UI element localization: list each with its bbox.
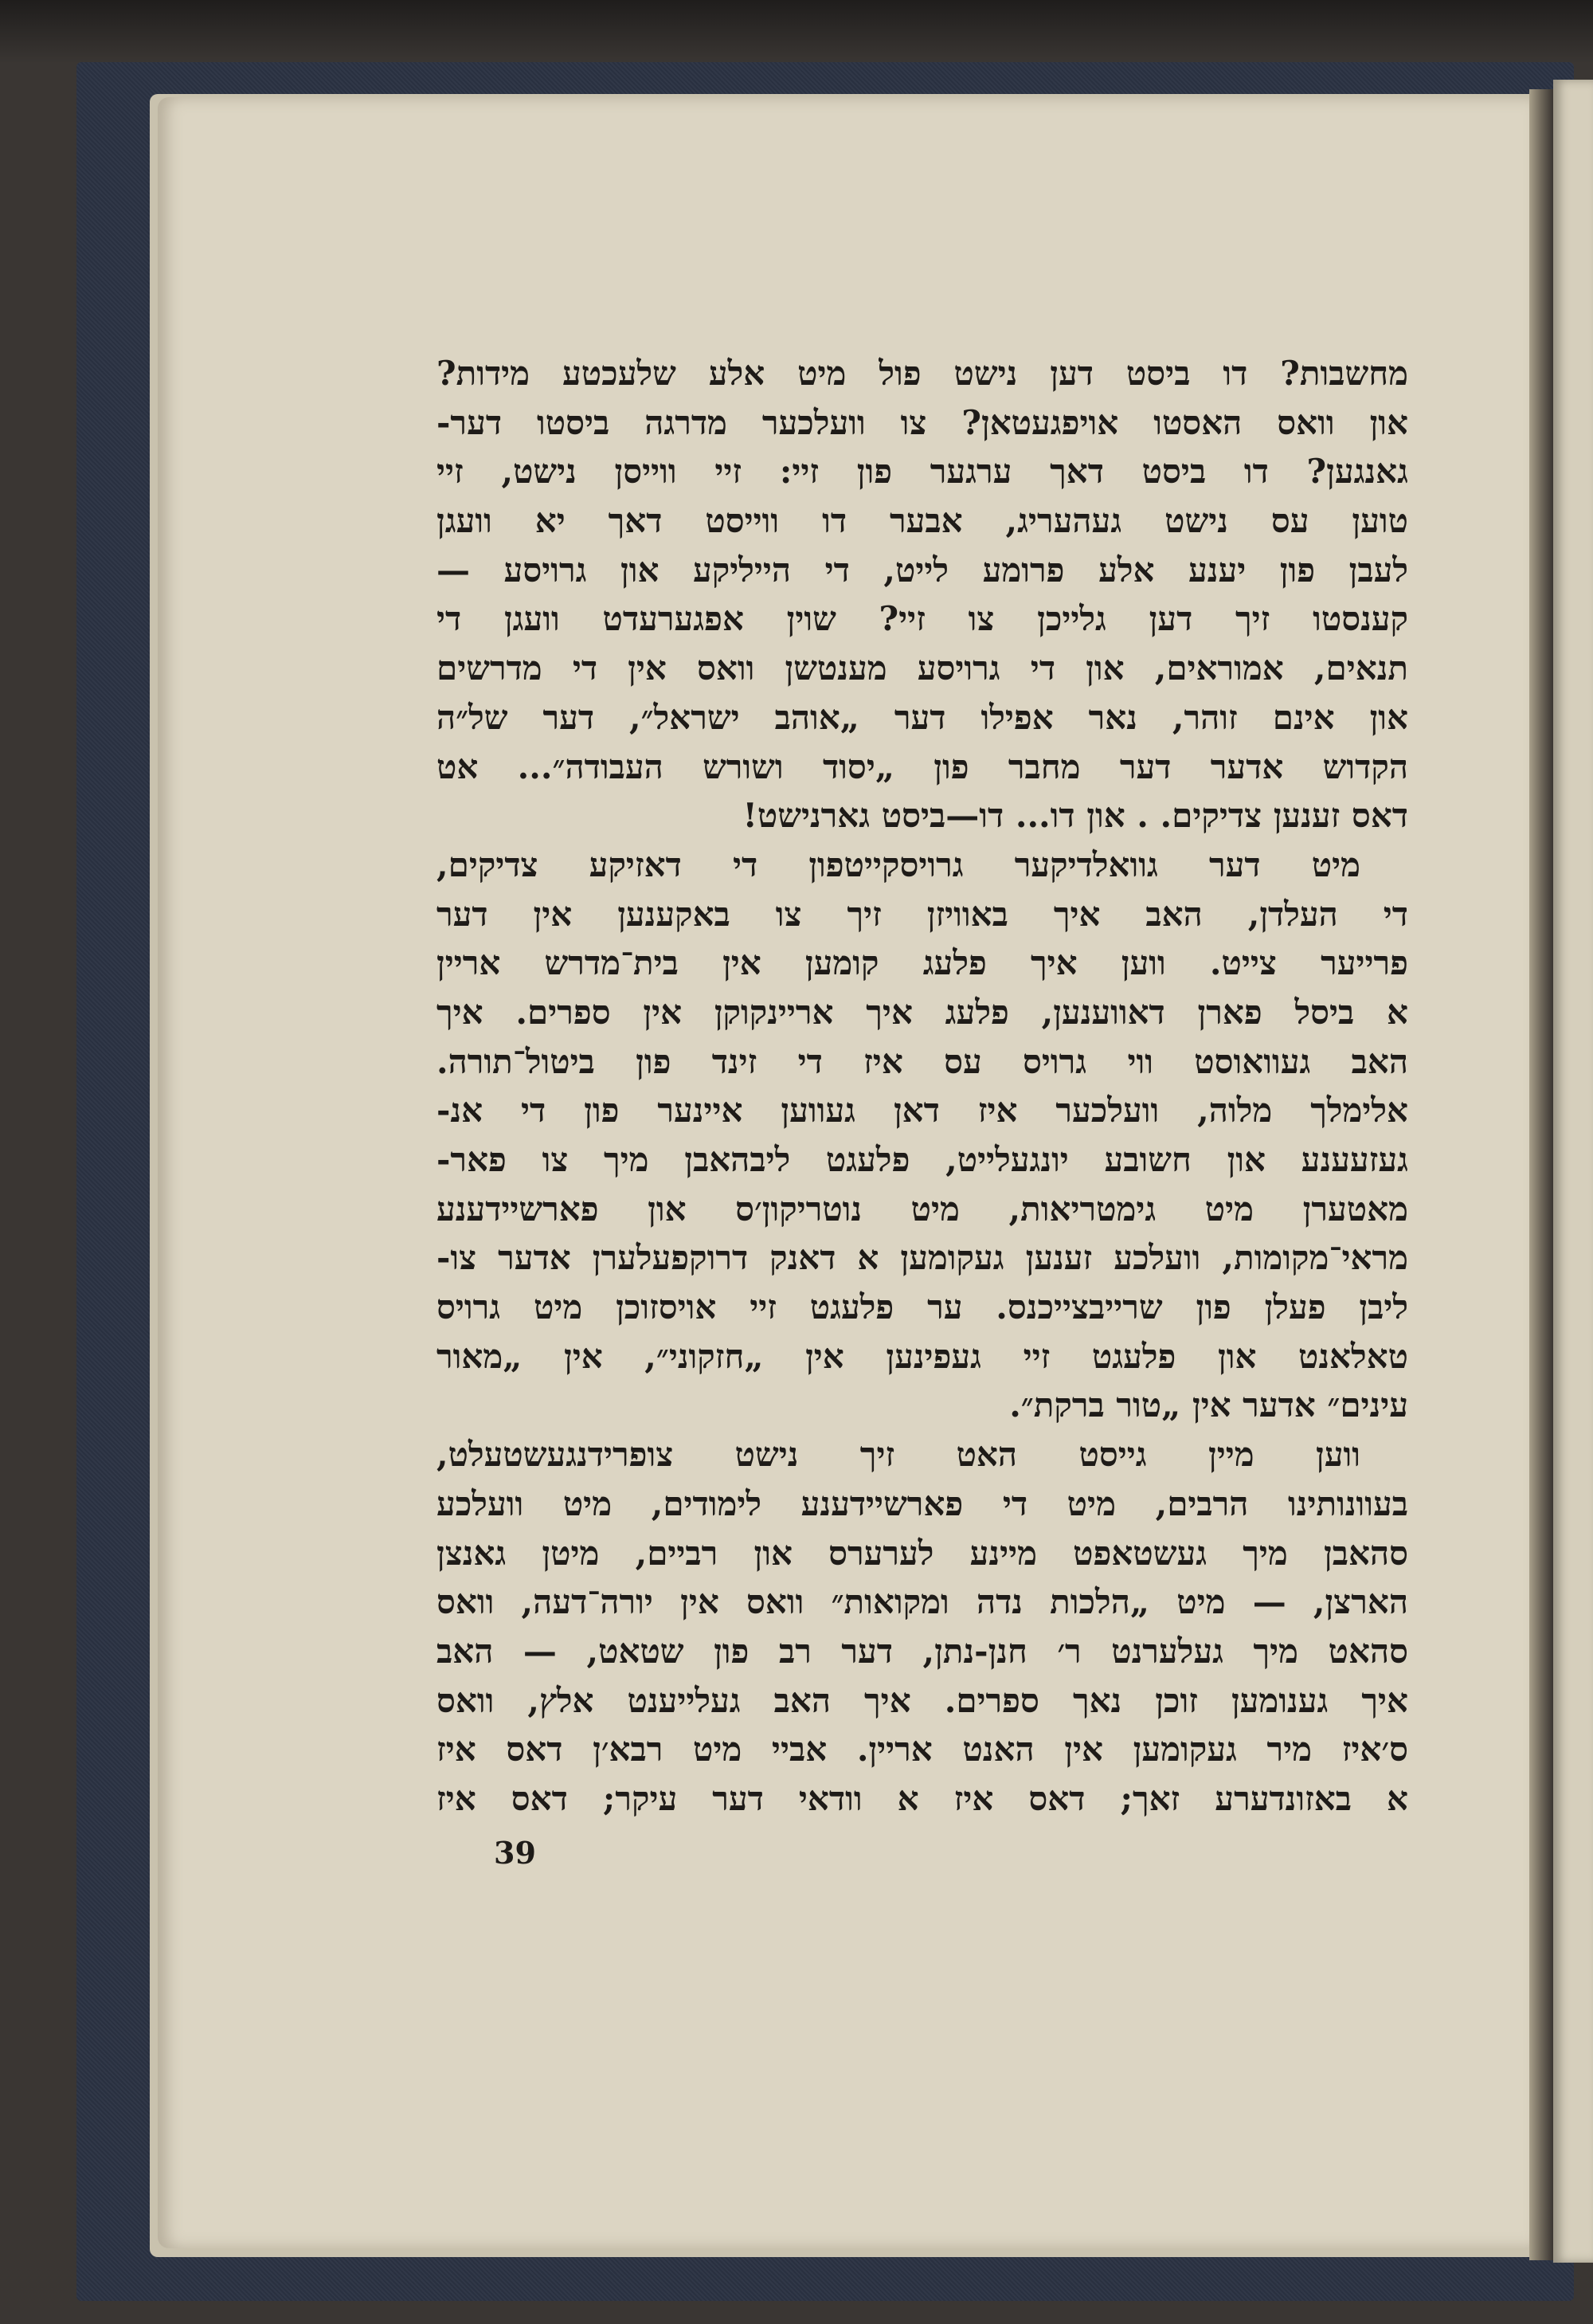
text-line: בעוונותינו הרבים, מיט די פארשיידענע לימודים, מיט וועלכע xyxy=(436,1483,1408,1523)
text-line: מיט דער גוואלדיקער גרויסקייטפון די דאזיקע צדיקים, xyxy=(436,845,1360,884)
text-line: און אינם זוהר, נאר אפילו דער „אוהב ישראל״, דער של״ה xyxy=(436,697,1408,737)
text-line: געזעענע און חשובע יונגעלייט, פלעגט ליבהאבן מיך צו פאר- xyxy=(436,1140,1408,1179)
text-line: טוען עס נישט געהעריג, אבער דו ווייסט דאך יא וועגן xyxy=(436,501,1408,541)
text-line: א באזונדערע זאך; דאס איז א וודאי דער עיקר; דאס איז xyxy=(436,1778,1408,1818)
text-line: און וואס האסטו אויפגעטאן? צו וועלכער מדרגה ביסטו דער- xyxy=(436,402,1408,442)
page-text xyxy=(436,349,1408,1824)
text-line: טאלאנט און פלעגט זיי געפינען אין „חזקוני״, אין „מאור xyxy=(436,1336,1408,1376)
text-line: הקדוש אדער דער מחבר פון „יסוד ושורש העבודה״... אט xyxy=(436,747,1408,786)
facing-page-edge xyxy=(1553,80,1593,2263)
text-line: תנאים, אמוראים, און די גרויסע מענטשן וואס אין די מדרשים xyxy=(436,649,1408,688)
book-gutter xyxy=(1529,89,1553,2260)
text-line: פרייער צייט. ווען איך פלעג קומען אין בית־מדרש אריין xyxy=(436,943,1408,983)
text-line: אלימלך מלוה, וועלכער איז דאן געווען איינער פון די אנ- xyxy=(436,1091,1408,1131)
text-line: א ביסל פארן דאווענען, פלעג איך אריינקוקן אין ספרים. איך xyxy=(436,992,1408,1032)
text-line: ס׳איז מיר געקומען אין האנט אריין. אביי מיט רבא׳ן דאס איז xyxy=(436,1730,1408,1769)
text-line: ליבן פעלן פון שרייבצייכנס. ער פלעגט זיי אויסזוכן מיט גרויס xyxy=(436,1287,1408,1327)
text-line: מחשבות? דו ביסט דען נישט פול מיט אלע שלעכטע מידות? xyxy=(436,354,1408,393)
text-line: סהאבן מיך געשטאפט מיינע לערערס און רביים, מיטן גאנצן xyxy=(436,1533,1408,1573)
background-top-shadow xyxy=(0,0,1593,64)
text-line: האב געוואוסט ווי גרויס עס איז די זינד פון ביטול־תורה. xyxy=(436,1041,1408,1081)
text-line: דאס זענען צדיקים. . און דו... דו—ביסט גארנישט! xyxy=(742,796,1408,836)
text-line: קענסטו זיך דען גלייכן צו זיי? שוין אפגערעדט וועגן די xyxy=(436,599,1408,639)
text-line: סהאט מיך געלערנט ר׳ חנן-נתן, דער רב פון שטאט, — האב xyxy=(436,1631,1408,1671)
text-line: איך גענומען זוכן נאך ספרים. איך האב געלייענט אלץ, וואס xyxy=(436,1680,1408,1720)
text-line: די העלדן, האב איך באוויזן זיך צו באקענען אין דער xyxy=(436,894,1408,934)
text-line: הארצן, — מיט „הלכות נדה ומקואות״ וואס אין יורה־דעה, וואס xyxy=(436,1582,1408,1622)
page-number: 39 xyxy=(494,1835,536,1871)
text-line: ווען מיין גייסט האט זיך נישט צופרידנגעשטעלט, xyxy=(436,1435,1360,1475)
text-line: גאנגען? דו ביסט דאך ערגער פון זיי: זיי ווייסן נישט, זיי xyxy=(436,452,1408,492)
text-line: מראי־מקומות, וועלכע זענען געקומען א דאנק דרוקפעלערן אדער צו- xyxy=(436,1238,1408,1278)
text-line: מאטערן מיט גימטריאות, מיט נוטריקון׳ס און פארשיידענע xyxy=(436,1189,1408,1229)
text-line: עינים״ אדער אין „טור ברקת״. xyxy=(1009,1385,1408,1425)
text-line: לעבן פון יענע אלע פרומע לייט, די הייליקע און גרויסע — xyxy=(436,550,1408,590)
